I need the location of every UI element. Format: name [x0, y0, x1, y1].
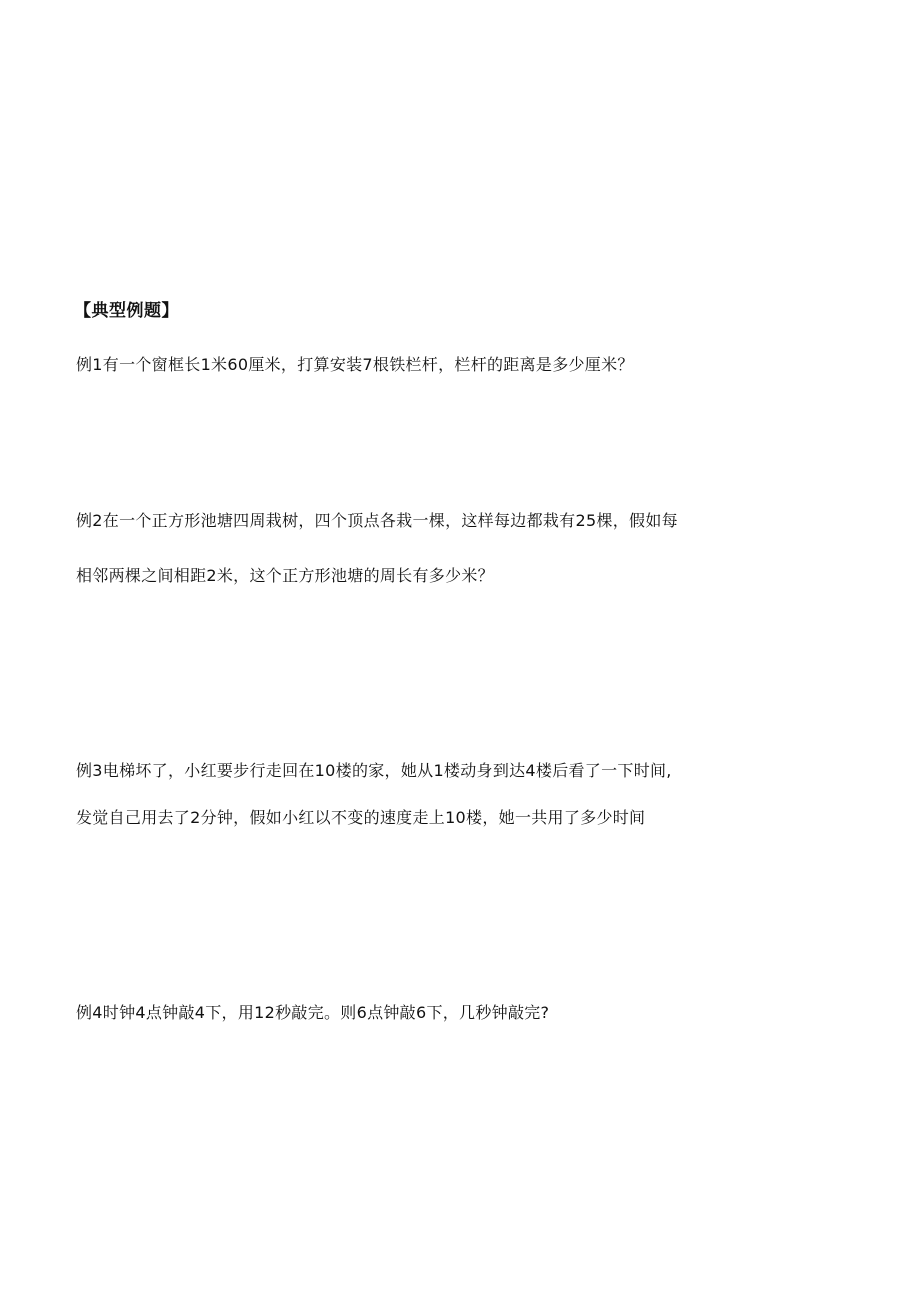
example-1-line-1: 例1有一个窗框长1米60厘米，打算安装7根铁栏杆，栏杆的距离是多少厘米？ — [76, 355, 634, 374]
example-3-line-1: 例3电梯坏了，小红要步行走回在10楼的家，她从1楼动身到达4楼后看了一下时间, — [76, 761, 672, 780]
example-3-line-2: 发觉自己用去了2分钟，假如小红以不变的速度走上10楼，她一共用了多少时间 — [76, 808, 646, 827]
example-2-line-2: 相邻两棵之间相距2米，这个正方形池塘的周长有多少米？ — [76, 566, 494, 585]
section-heading: 【典型例题】 — [74, 301, 179, 321]
example-4-line-1: 例4时钟4点钟敲4下，用12秒敲完。则6点钟敲6下，几秒钟敲完? — [76, 1003, 550, 1022]
example-2-line-1: 例2在一个正方形池塘四周栽树，四个顶点各栽一棵，这样每边都栽有25棵，假如每 — [76, 511, 678, 530]
